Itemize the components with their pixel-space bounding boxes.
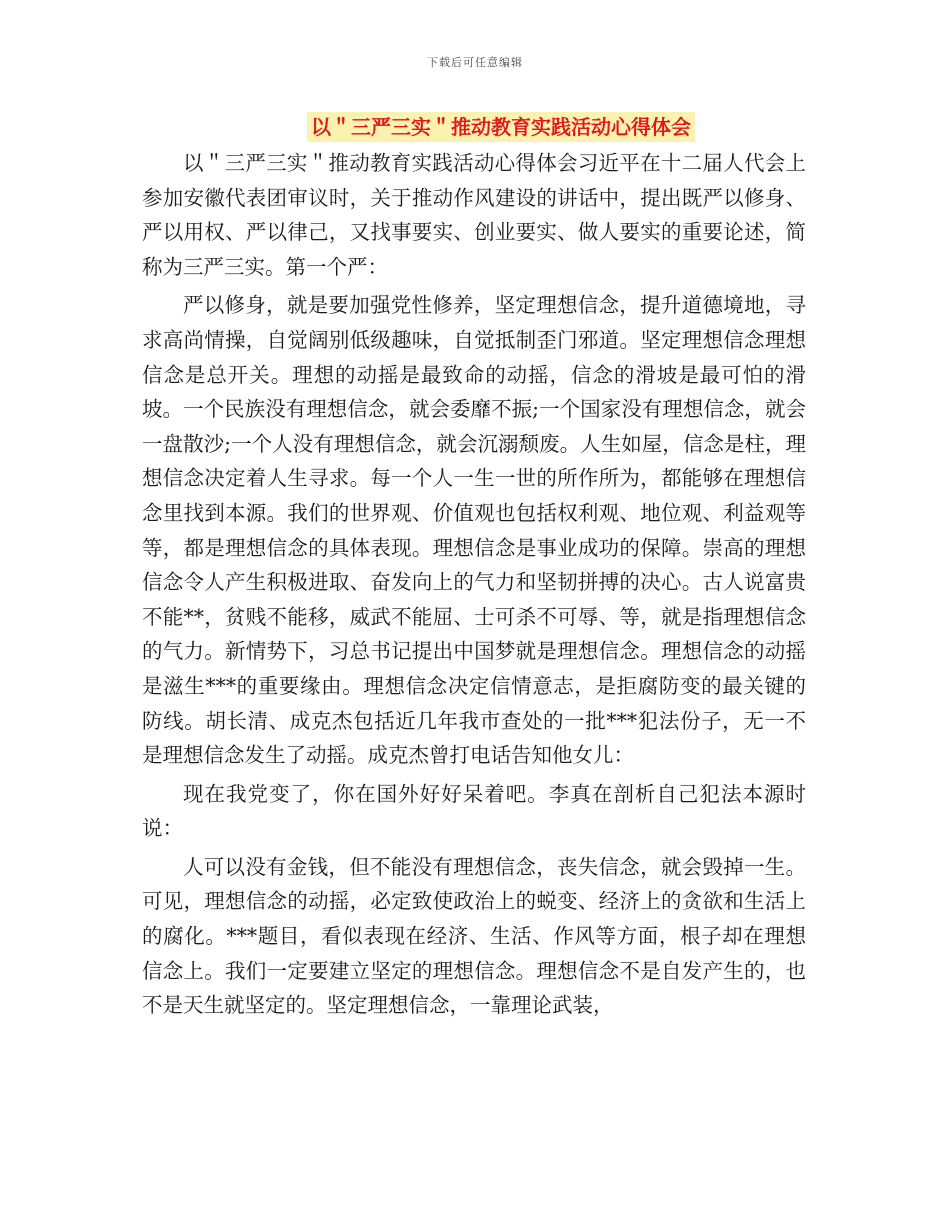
document-title: 以＂三严三实＂推动教育实践活动心得体会: [307, 112, 695, 142]
paragraph: 人可以没有金钱，但不能没有理想信念，丧失信念，就会毁掉一生。可见，理想信念的动摇，必定致使政治上的蜕变、经济上的贪欲和生活上的腐化。***题目，看似表现在经济、生活、作风等方面，根子却在理想信念上。我们一定要建立坚定的理想信念。理想信念不是自发产生的，也不是天生就坚定的。坚定理想信念，一靠理论武装，: [142, 854, 806, 1018]
page-header-note: 下载后可任意编辑: [427, 56, 523, 69]
paragraph: 严以修身，就是要加强党性修养，坚定理想信念，提升道德境地，寻求高尚情操，自觉阔别低级趣味，自觉抵制歪门邪道。坚定理想信念理想信念是总开关。理想的动摇是最致命的动摇，信念的滑坡是最可怕的滑坡。一个民族没有理想信念，就会委靡不振;一个国家没有理想信念，就会一盘散沙;一个人没有理想信念，就会沉溺颓废。人生如屋，信念是柱，理想信念决定着人生寻求。每一个人一生一世的所作所为，都能够在理想信念里找到本源。我们的世界观、价值观也包括权利观、地位观、利益观等等，都是理想信念的具体表现。理想信念是事业成功的保障。崇高的理想信念令人产生积极进取、奋发向上的气力和坚韧拼搏的决心。古人说富贵不能**，贫贱不能移，威武不能屈、士可杀不可辱、等，就是指理想信念的气力。新情势下，习总书记提出中国梦就是理想信念。理想信念的动摇是滋生***的重要缘由。理想信念决定信情意志，是拒腐防变的最关键的防线。胡长清、成克杰包括近几年我市查处的一批***犯法份子，无一不是理想信念发生了动摇。成克杰曾打电话告知他女儿：: [142, 293, 806, 768]
document-body: [142, 146, 806, 1027]
title-container: [0, 112, 950, 142]
paragraph: 现在我党变了，你在国外好好呆着吧。李真在剖析自己犯法本源时说：: [142, 781, 806, 841]
paragraph: 以＂三严三实＂推动教育实践活动心得体会习近平在十二届人代会上参加安徽代表团审议时，关于推动作风建设的讲话中，提出既严以修身、严以用权、严以律己，又找事要实、创业要实、做人要实的重要论述，简称为三严三实。第一个严：: [142, 151, 806, 279]
